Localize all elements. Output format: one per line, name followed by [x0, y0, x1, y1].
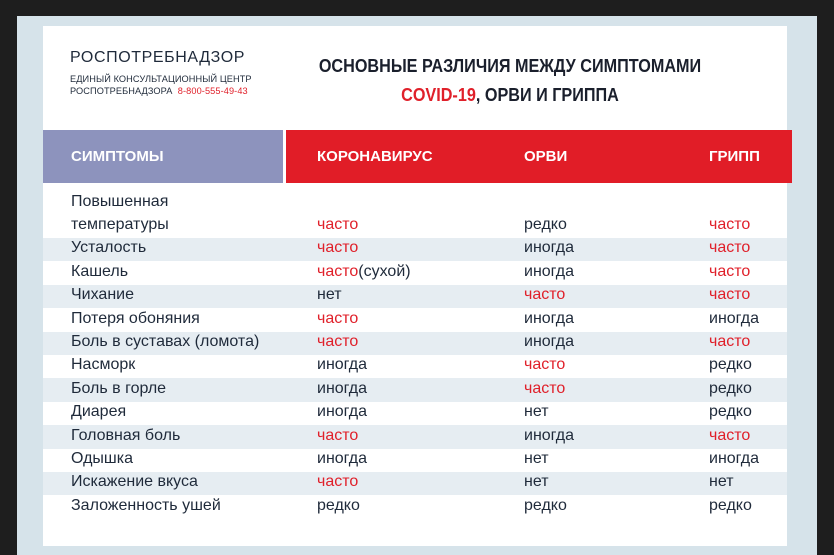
orvi-frequency	[524, 354, 565, 376]
table-row	[43, 238, 787, 261]
orvi-frequency	[524, 401, 549, 423]
symptom-name	[71, 190, 169, 236]
symptom-name: Одышка	[71, 449, 134, 467]
brand-sub-line1: ЕДИНЫЙ КОНСУЛЬТАЦИОННЫЙ ЦЕНТР	[70, 74, 252, 84]
table-row	[43, 332, 787, 355]
flu-frequency-value: часто	[709, 332, 751, 350]
header-symptoms	[43, 130, 283, 183]
orvi-frequency	[524, 471, 549, 493]
brand-subtitle	[70, 73, 252, 97]
brand-sub-line2: РОСПОТРЕБНАДЗОРА	[70, 86, 173, 96]
orvi-frequency-value: редко	[524, 496, 567, 514]
covid-frequency-value: иногда	[317, 403, 368, 421]
title-line2-rest: , ОРВИ И ГРИППА	[475, 85, 619, 105]
flu-frequency	[709, 331, 750, 353]
flu-frequency-value: часто	[709, 426, 751, 444]
header-symptoms-label: СИМПТОМЫ	[71, 148, 164, 165]
covid-frequency-value: часто	[317, 473, 359, 491]
flu-frequency-value: иногда	[709, 449, 760, 467]
covid-frequency-value: часто	[317, 426, 359, 444]
covid-frequency	[317, 448, 367, 470]
orvi-frequency-value: часто	[524, 356, 566, 374]
title-covid: COVID-19	[401, 85, 476, 105]
flu-frequency-value: часто	[709, 216, 751, 233]
flu-frequency-value: часто	[709, 286, 751, 304]
table-row	[43, 495, 787, 518]
symptom-name: Головная боль	[71, 426, 181, 444]
symptom-name: Насморк	[71, 356, 136, 374]
orvi-frequency	[524, 284, 565, 306]
flu-frequency	[709, 308, 759, 330]
title-line2	[303, 81, 717, 110]
table-row	[43, 402, 787, 425]
flu-frequency	[709, 214, 750, 236]
flu-frequency	[709, 425, 750, 447]
covid-frequency	[317, 471, 358, 493]
flu-frequency-value: иногда	[709, 309, 760, 327]
orvi-frequency-value: иногда	[524, 262, 575, 280]
flu-frequency-value: часто	[709, 262, 751, 280]
covid-frequency	[317, 308, 358, 330]
symptom-name: Боль в суставах (ломота)	[71, 332, 260, 350]
orvi-frequency-value: иногда	[524, 332, 575, 350]
brand-name: РОСПОТРЕБНАДЗОР	[70, 49, 246, 66]
title-line1: ОСНОВНЫЕ РАЗЛИЧИЯ МЕЖДУ СИМПТОМАМИ	[318, 56, 702, 76]
covid-frequency	[317, 214, 358, 236]
header-covid-label: КОРОНАВИРУС	[317, 148, 433, 165]
table-row	[43, 472, 787, 495]
orvi-frequency	[524, 425, 574, 447]
symptom-name: Искажение вкуса	[71, 473, 198, 491]
symptom-name-line1: Повышенная	[71, 193, 169, 210]
covid-frequency-value: часто	[317, 309, 359, 327]
flu-frequency	[709, 378, 752, 400]
flu-frequency	[709, 448, 759, 470]
covid-frequency-value: иногда	[317, 379, 368, 397]
covid-frequency	[317, 237, 358, 259]
orvi-frequency-value: иногда	[524, 309, 575, 327]
covid-frequency-value: иногда	[317, 449, 368, 467]
orvi-frequency-value: нет	[524, 473, 549, 491]
flu-frequency-value: редко	[709, 356, 752, 374]
flu-frequency	[709, 471, 734, 493]
covid-frequency	[317, 331, 358, 353]
covid-frequency-value: редко	[317, 496, 360, 514]
symptom-name: Заложенность ушей	[71, 496, 221, 514]
orvi-frequency-value: нет	[524, 403, 549, 421]
covid-frequency-value: часто	[317, 262, 359, 280]
table-row	[43, 378, 787, 401]
covid-frequency	[317, 495, 360, 517]
covid-frequency-value: часто	[317, 332, 359, 350]
covid-frequency	[317, 378, 367, 400]
flu-frequency	[709, 495, 752, 517]
flu-frequency	[709, 401, 752, 423]
table-row	[43, 285, 787, 308]
orvi-frequency	[524, 214, 567, 236]
orvi-frequency	[524, 495, 567, 517]
flu-frequency-value: редко	[709, 403, 752, 421]
orvi-frequency-value: иногда	[524, 239, 575, 257]
table-row	[43, 192, 787, 238]
flu-frequency	[709, 261, 750, 283]
table-row	[43, 355, 787, 378]
symptom-name: Потеря обоняния	[71, 309, 200, 327]
covid-frequency	[317, 284, 342, 306]
flu-frequency	[709, 237, 750, 259]
poster-card	[43, 26, 787, 546]
hotline-phone: 8-800-555-49-43	[177, 86, 248, 96]
poster-title	[303, 52, 717, 110]
orvi-frequency	[524, 237, 574, 259]
symptom-name: Боль в горле	[71, 379, 167, 397]
orvi-frequency-value: нет	[524, 449, 549, 467]
table-row	[43, 308, 787, 331]
orvi-frequency	[524, 261, 574, 283]
covid-frequency-value: нет	[317, 286, 342, 304]
symptom-name: Чихание	[71, 286, 134, 304]
covid-frequency	[317, 425, 358, 447]
orvi-frequency	[524, 448, 549, 470]
orvi-frequency	[524, 331, 574, 353]
covid-frequency-value: иногда	[317, 356, 368, 374]
covid-frequency	[317, 401, 367, 423]
flu-frequency-value: нет	[709, 473, 734, 491]
symptom-name-line2: температуры	[71, 216, 169, 233]
flu-frequency-value: редко	[709, 379, 752, 397]
covid-frequency	[317, 354, 367, 376]
table-row	[43, 425, 787, 448]
flu-frequency	[709, 284, 750, 306]
flu-frequency-value: часто	[709, 239, 751, 257]
poster-frame	[17, 16, 817, 555]
table-row	[43, 261, 787, 284]
symptom-name: Усталость	[71, 239, 147, 257]
covid-frequency-note: (сухой)	[358, 262, 411, 280]
flu-frequency-value: редко	[709, 496, 752, 514]
table-row	[43, 449, 787, 472]
orvi-frequency-value: часто	[524, 286, 566, 304]
header-orvi-label: ОРВИ	[524, 148, 568, 165]
header-diseases	[286, 130, 792, 183]
orvi-frequency	[524, 308, 574, 330]
orvi-frequency-value: иногда	[524, 426, 575, 444]
header-flu-label: ГРИПП	[709, 148, 760, 165]
orvi-frequency-value: редко	[524, 216, 567, 233]
covid-frequency	[317, 261, 411, 283]
brand-block	[70, 49, 252, 97]
brand-sub-line2-wrap	[70, 85, 252, 97]
orvi-frequency-value: часто	[524, 379, 566, 397]
orvi-frequency	[524, 378, 565, 400]
covid-frequency-value: часто	[317, 216, 359, 233]
covid-frequency-value: часто	[317, 239, 359, 257]
symptom-name: Диарея	[71, 403, 127, 421]
symptom-table-body	[43, 192, 787, 519]
flu-frequency	[709, 354, 752, 376]
symptom-name: Кашель	[71, 262, 129, 280]
